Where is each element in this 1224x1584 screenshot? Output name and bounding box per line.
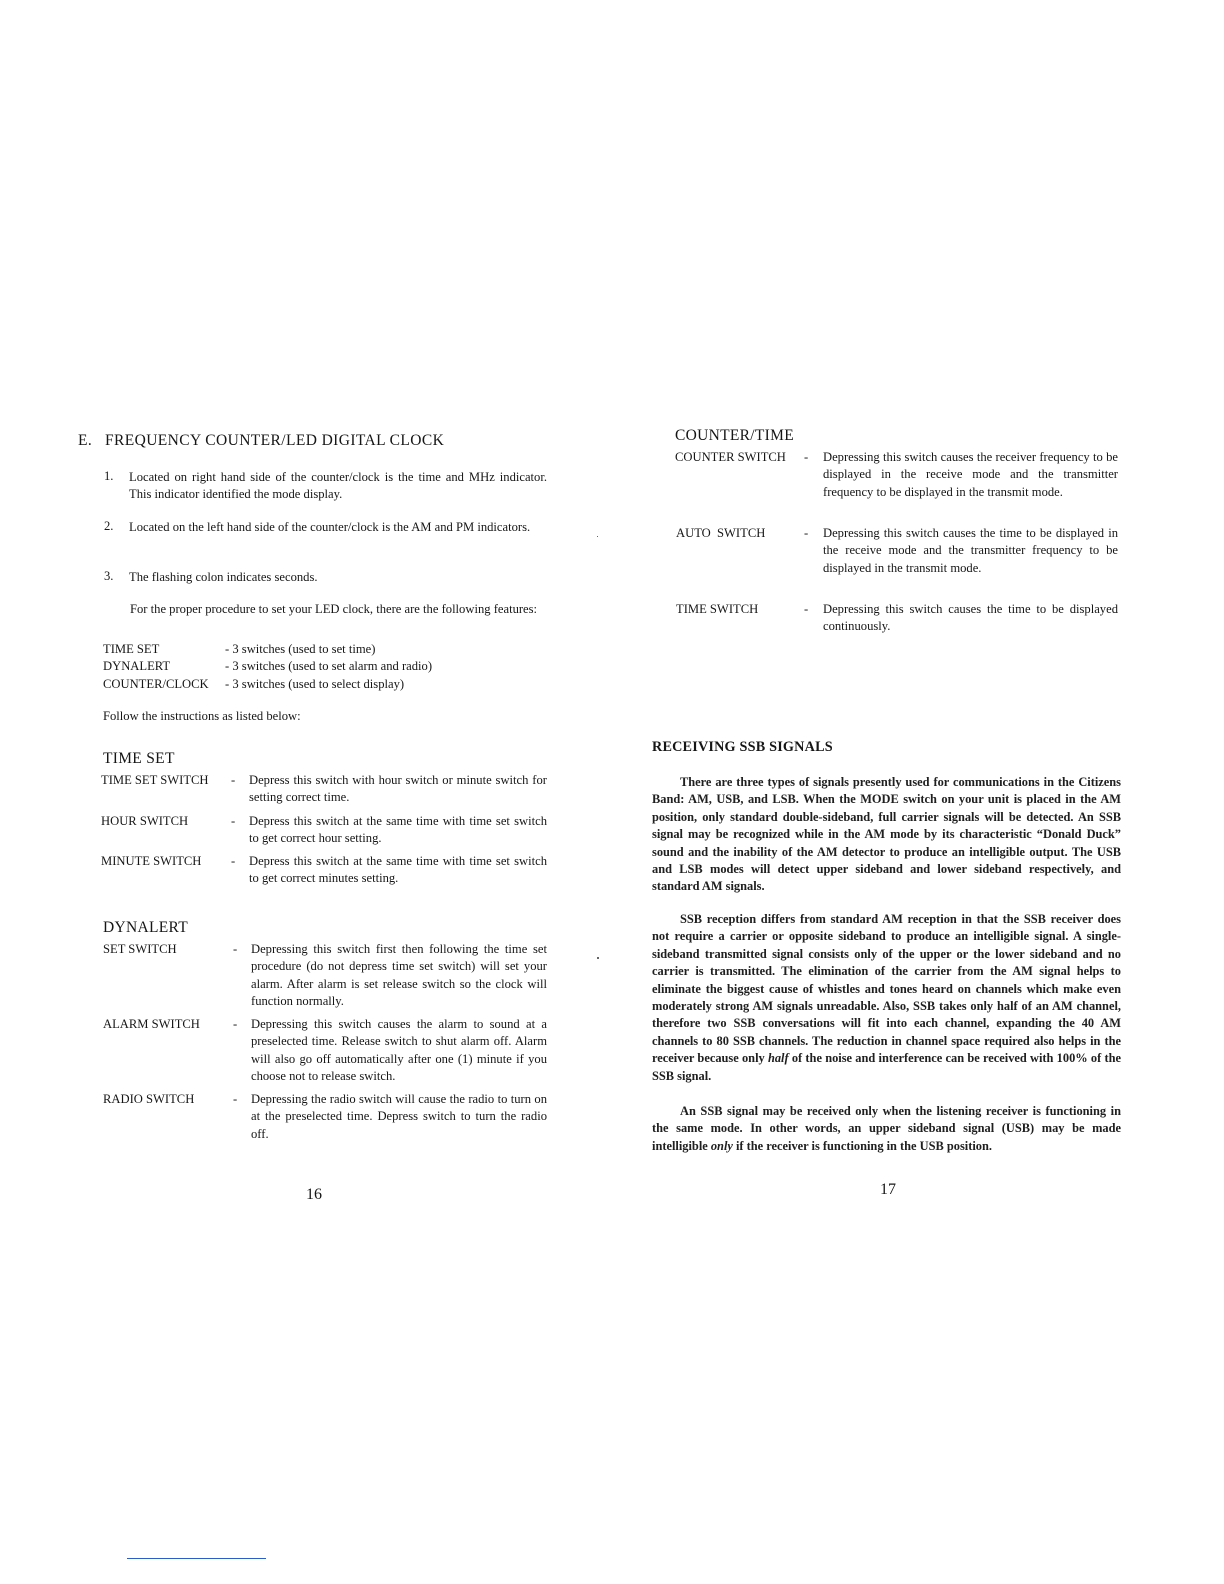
dynalert-title: DYNALERT (103, 919, 188, 936)
page-number-right: 17 (880, 1181, 896, 1198)
page-number-left: 16 (306, 1186, 322, 1203)
dash: - (233, 1017, 238, 1031)
ssb-paragraph-2-b: of the noise and interference can be received with 100% of the SSB signal. (652, 1051, 1121, 1083)
auto-switch-desc: Depressing this switch causes the time to be displayed in the receive mode and the transmitter frequency to be displayed in the transmit mode. (823, 526, 1118, 575)
ssb-paragraph-3 (652, 1103, 1121, 1155)
dash: - (231, 854, 236, 868)
set-switch-label: SET SWITCH (103, 942, 177, 956)
auto-switch-label: AUTO SWITCH (676, 526, 766, 540)
ssb-paragraph-2-a: SSB reception differs from standard AM reception in that the SSB receiver does not require a carrier or opposite sideband to produce an intelligible signal. A single-sideband transmitted signal consists only of the upper or the lower sideband and no carrier is transmitted. The elimination of the carrier from the AM signal helps to eliminate the biggest cause of whistles and tones heard on channels which make even moderately strong AM signals unreadable. Also, SSB takes only half of an AM channel, therefore two SSB conversations will fit into each channel, expanding the 40 AM channels to 80 SSB channels. The reduction in channel space required also helps in the receiver because only (652, 912, 1121, 1066)
item-1-number: 1. (104, 469, 114, 483)
dash: - (231, 814, 236, 828)
ssb-paragraph-1: There are three types of signals presently used for communications in the Citizens Band: AM, USB, and LSB. When the MODE switch on your unit is placed in the AM position, only standard double-sideband, full carrier signals will be detected. An SSB signal may be recognized while in the AM mode by its characteristic “Donald Duck” sound and the inability of the AM detector to produce an intelligible output. The USB and LSB modes will detect upper sideband and lower sideband respectively, and standard AM signals. (652, 775, 1121, 894)
feature-dynalert-name: DYNALERT (103, 659, 171, 673)
auto-switch-row (676, 525, 1126, 595)
ssb-paragraph-3-b: if the receiver is functioning in the USB position. (732, 1138, 992, 1153)
minute-switch-desc: Depress this switch at the same time with time set switch to get correct minutes setting. (249, 854, 547, 886)
intro-paragraph: For the proper procedure to set your LED clock, there are the following features: (130, 602, 538, 616)
ssb-paragraph-2-emphasis: half (767, 1051, 789, 1066)
follow-instructions-text: Follow the instructions as listed below: (103, 709, 301, 723)
item-1-text: Located on right hand side of the counter/clock is the time and MHz indicator. This indicator identified the mode display. (129, 470, 547, 502)
feature-dynalert-desc: - 3 switches (used to set alarm and radio) (225, 659, 433, 673)
counter-time-title: COUNTER/TIME (675, 427, 794, 444)
item-3-text: The flashing colon indicates seconds. (129, 570, 318, 584)
counter-switch-label: COUNTER SWITCH (675, 450, 786, 464)
time-set-switch-label: TIME SET SWITCH (101, 773, 209, 787)
alarm-switch-label: ALARM SWITCH (103, 1017, 200, 1031)
radio-switch-row (103, 1091, 553, 1145)
ssb-paragraph-3-emphasis: only (710, 1138, 733, 1153)
dash: - (804, 450, 809, 464)
item-2-number: 2. (104, 519, 114, 533)
blue-rule-line (127, 1558, 266, 1559)
receiving-ssb-title: RECEIVING SSB SIGNALS (652, 739, 833, 755)
time-switch-desc: Depressing this switch causes the time to be displayed continuously. (823, 602, 1118, 634)
ssb-paragraph-3-a: An SSB signal may be received only when the listening receiver is functioning in the same mode. In other words, an upper sideband signal (USB) may be made intelligible (652, 1104, 1121, 1153)
frequency-counter-heading: E. FREQUENCY COUNTER/LED DIGITAL CLOCK (78, 432, 445, 449)
counter-switch-desc: Depressing this switch causes the receiver frequency to be displayed in the receive mode and the transmitter frequency to be displayed in the transmit mode. (823, 450, 1118, 499)
dash: - (233, 942, 238, 956)
alarm-switch-desc: Depressing this switch causes the alarm to sound at a preselected time. Release switch to shut alarm off. Alarm will also go off automatically after one (1) minute if you choose not to release switch. (251, 1017, 547, 1083)
dash: - (233, 1092, 238, 1106)
set-switch-row (103, 941, 553, 1011)
set-switch-desc: Depressing this switch first then following the time set procedure (do not depress time set switch) will set your alarm. After alarm is set release switch so the clock will function normally. (251, 942, 547, 1008)
hour-switch-label: HOUR SWITCH (101, 814, 189, 828)
item-3-number: 3. (104, 569, 114, 583)
dash: - (804, 526, 809, 540)
ssb-paragraph-2 (652, 911, 1121, 1085)
dash: - (231, 773, 236, 787)
time-set-switch-row (101, 772, 551, 808)
time-set-switch-desc: Depress this switch with hour switch or minute switch for setting correct time. (249, 773, 547, 805)
feature-counter-clock-desc: - 3 switches (used to select display) (225, 677, 405, 691)
radio-switch-desc: Depressing the radio switch will cause the radio to turn on at the preselected time. Depress switch to turn the radio off. (251, 1092, 547, 1141)
feature-time-set-desc: - 3 switches (used to set time) (225, 642, 376, 656)
dash: - (804, 602, 809, 616)
time-set-title: TIME SET (103, 750, 175, 767)
feature-time-set-name: TIME SET (103, 642, 160, 656)
scan-speck (597, 536, 598, 537)
counter-switch-row (675, 449, 1125, 519)
radio-switch-label: RADIO SWITCH (103, 1092, 195, 1106)
feature-counter-clock-name: COUNTER/CLOCK (103, 677, 209, 691)
minute-switch-row (101, 853, 551, 889)
scan-speck (597, 957, 599, 959)
time-switch-row (676, 601, 1126, 637)
hour-switch-desc: Depress this switch at the same time with time set switch to get correct hour setting. (249, 814, 547, 846)
item-2-text: Located on the left hand side of the counter/clock is the AM and PM indicators. (129, 520, 531, 534)
hour-switch-row (101, 813, 551, 849)
alarm-switch-row (103, 1016, 553, 1086)
minute-switch-label: MINUTE SWITCH (101, 854, 202, 868)
time-switch-label: TIME SWITCH (676, 602, 759, 616)
